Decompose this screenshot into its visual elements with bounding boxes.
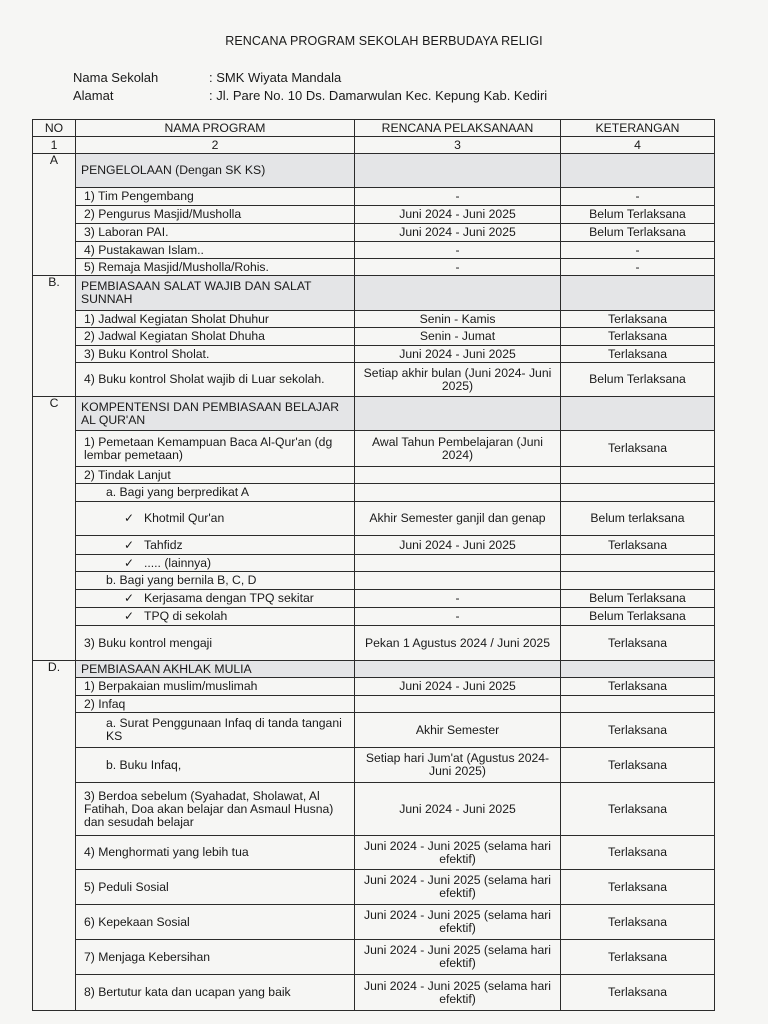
- plan-cell: [355, 154, 561, 188]
- table-row: [33, 188, 715, 206]
- table-row: [33, 713, 715, 748]
- table-row: [33, 242, 715, 259]
- plan-cell: Senin - Kamis: [355, 311, 561, 328]
- note-cell: [561, 154, 715, 188]
- note-cell: [561, 661, 715, 678]
- section-row: [33, 397, 715, 431]
- program-cell: [76, 224, 355, 242]
- program-cell: [76, 467, 355, 484]
- table-row: [33, 431, 715, 467]
- note-cell: [561, 484, 715, 502]
- program-cell: [76, 940, 355, 975]
- table-row: [33, 259, 715, 276]
- note-cell: Terlaksana: [561, 678, 715, 696]
- checkmark-icon: ✓: [124, 511, 135, 525]
- plan-cell: Akhir Semester: [355, 713, 561, 748]
- note-cell: Terlaksana: [561, 783, 715, 836]
- plan-cell: [355, 276, 561, 311]
- checkmark-icon: ✓: [124, 591, 135, 605]
- plan-cell: [355, 484, 561, 502]
- program-cell: [76, 678, 355, 696]
- table-row: [33, 363, 715, 397]
- note-cell: Terlaksana: [561, 328, 715, 346]
- program-label: 5) Peduli Sosial: [84, 879, 169, 894]
- note-cell: Terlaksana: [561, 311, 715, 328]
- numbering-cell: 2: [76, 137, 355, 154]
- section-title: PEMBIASAAN SALAT WAJIB DAN SALAT SUNNAH: [76, 276, 355, 311]
- plan-cell: Juni 2024 - Juni 2025: [355, 536, 561, 555]
- table-row: [33, 975, 715, 1011]
- program-label: 3) Buku kontrol mengaji: [84, 635, 213, 650]
- plan-cell: Juni 2024 - Juni 2025: [355, 206, 561, 224]
- note-cell: Terlaksana: [561, 431, 715, 467]
- note-cell: Belum terlaksana: [561, 502, 715, 536]
- document-title: RENCANA PROGRAM SEKOLAH BERBUDAYA RELIGI: [225, 34, 543, 48]
- school-name-line: [73, 70, 341, 85]
- plan-cell: Awal Tahun Pembelajaran (Juni 2024): [355, 431, 561, 467]
- note-cell: Terlaksana: [561, 713, 715, 748]
- program-label: b. Bagi yang bernila B, C, D: [106, 573, 257, 587]
- header-program: NAMA PROGRAM: [76, 120, 355, 137]
- program-cell: [76, 311, 355, 328]
- table-row: [33, 905, 715, 940]
- note-cell: -: [561, 242, 715, 259]
- table-row: [33, 696, 715, 713]
- header-no: NO: [33, 120, 76, 137]
- section-row: [33, 276, 715, 311]
- section-row: [33, 154, 715, 188]
- program-cell: [76, 555, 355, 572]
- program-label: 2) Pengurus Masjid/Musholla: [84, 207, 242, 221]
- program-label: ..... (lainnya): [144, 555, 212, 570]
- program-cell: [76, 836, 355, 870]
- plan-cell: Juni 2024 - Juni 2025 (selama hari efektif): [355, 940, 561, 975]
- program-label: 1) Tim Pengembang: [84, 189, 194, 203]
- plan-cell: Juni 2024 - Juni 2025 (selama hari efektif): [355, 870, 561, 905]
- note-cell: -: [561, 188, 715, 206]
- program-cell: [76, 713, 355, 748]
- plan-cell: [355, 397, 561, 431]
- plan-cell: -: [355, 242, 561, 259]
- plan-cell: Juni 2024 - Juni 2025 (selama hari efektif): [355, 836, 561, 870]
- note-cell: [561, 467, 715, 484]
- checkmark-icon: ✓: [124, 537, 135, 552]
- program-cell: [76, 242, 355, 259]
- program-label: 1) Berpakaian muslim/muslimah: [84, 679, 258, 693]
- table-header-row: [33, 120, 715, 137]
- program-label: 2) Jadwal Kegiatan Sholat Dhuha: [84, 329, 265, 343]
- note-cell: [561, 555, 715, 572]
- section-number: A: [33, 154, 76, 276]
- table-row: [33, 206, 715, 224]
- program-cell: [76, 328, 355, 346]
- plan-cell: [355, 555, 561, 572]
- table-row: [33, 328, 715, 346]
- plan-cell: Juni 2024 - Juni 2025 (selama hari efektif): [355, 905, 561, 940]
- table-body: [33, 154, 715, 1011]
- numbering-cell: 1: [33, 137, 76, 154]
- note-cell: Belum Terlaksana: [561, 206, 715, 224]
- plan-cell: [355, 572, 561, 590]
- program-label: 8) Bertutur kata dan ucapan yang baik: [84, 985, 291, 999]
- note-cell: [561, 572, 715, 590]
- note-cell: [561, 696, 715, 713]
- school-name-value: : SMK Wiyata Mandala: [209, 70, 342, 85]
- table-row: [33, 555, 715, 572]
- program-cell: [76, 363, 355, 397]
- program-label: 3) Berdoa sebelum (Syahadat, Sholawat, Al Fatihah, Doa akan belajar dan Asmaul Husna) dan sesudah belajar: [84, 788, 334, 829]
- program-cell: [76, 259, 355, 276]
- program-label: 1) Jadwal Kegiatan Sholat Dhuhur: [84, 311, 269, 326]
- note-cell: Belum Terlaksana: [561, 608, 715, 626]
- plan-cell: Senin - Jumat: [355, 328, 561, 346]
- table-row: [33, 346, 715, 363]
- program-label: 2) Infaq: [84, 696, 126, 711]
- program-label: a. Bagi yang berpredikat A: [106, 485, 249, 499]
- table-row: [33, 502, 715, 536]
- plan-cell: Pekan 1 Agustus 2024 / Juni 2025: [355, 626, 561, 661]
- section-title: PEMBIASAAN AKHLAK MULIA: [76, 661, 355, 678]
- plan-cell: Juni 2024 - Juni 2025 (selama hari efektif): [355, 975, 561, 1011]
- checkmark-icon: ✓: [124, 555, 135, 570]
- plan-cell: Akhir Semester ganjil dan genap: [355, 502, 561, 536]
- plan-cell: Juni 2024 - Juni 2025: [355, 783, 561, 836]
- program-cell: [76, 608, 355, 626]
- table-row: [33, 678, 715, 696]
- header-plan: RENCANA PELAKSANAAN: [355, 120, 561, 137]
- program-cell: [76, 536, 355, 555]
- plan-cell: -: [355, 608, 561, 626]
- plan-cell: [355, 696, 561, 713]
- program-cell: [76, 188, 355, 206]
- program-cell: [76, 975, 355, 1011]
- plan-cell: -: [355, 188, 561, 206]
- section-number: B.: [33, 276, 76, 397]
- header-note: KETERANGAN: [561, 120, 715, 137]
- plan-cell: Juni 2024 - Juni 2025: [355, 224, 561, 242]
- section-title: KOMPENTENSI DAN PEMBIASAAN BELAJAR AL QUR'AN: [76, 397, 355, 431]
- plan-cell: [355, 661, 561, 678]
- table-row: [33, 940, 715, 975]
- table-row: [33, 311, 715, 328]
- note-cell: Terlaksana: [561, 905, 715, 940]
- program-label: 4) Menghormati yang lebih tua: [84, 845, 249, 859]
- table-row: [33, 748, 715, 783]
- table-row: [33, 536, 715, 555]
- note-cell: Terlaksana: [561, 748, 715, 783]
- school-name-label: Nama Sekolah: [73, 70, 159, 85]
- note-cell: Terlaksana: [561, 536, 715, 555]
- note-cell: -: [561, 259, 715, 276]
- note-cell: Belum Terlaksana: [561, 224, 715, 242]
- section-title: PENGELOLAAN (Dengan SK KS): [76, 154, 355, 188]
- table-row: [33, 572, 715, 590]
- program-label: Tahfidz: [144, 537, 183, 552]
- program-cell: [76, 431, 355, 467]
- program-cell: [76, 572, 355, 590]
- plan-cell: [355, 467, 561, 484]
- table-row: [33, 467, 715, 484]
- table-row: [33, 608, 715, 626]
- program-cell: [76, 206, 355, 224]
- section-row: [33, 661, 715, 678]
- table-row: [33, 484, 715, 502]
- numbering-cell: 4: [561, 137, 715, 154]
- program-label: TPQ di sekolah: [144, 609, 228, 623]
- plan-cell: Setiap akhir bulan (Juni 2024- Juni 2025): [355, 363, 561, 397]
- program-label: 1) Pemetaan Kemampuan Baca Al-Qur'an (dg lembar pemetaan): [84, 434, 333, 462]
- program-cell: [76, 590, 355, 608]
- plan-cell: Juni 2024 - Juni 2025: [355, 346, 561, 363]
- checkmark-icon: ✓: [124, 609, 135, 623]
- note-cell: Belum Terlaksana: [561, 363, 715, 397]
- note-cell: Terlaksana: [561, 940, 715, 975]
- program-cell: [76, 748, 355, 783]
- note-cell: Terlaksana: [561, 836, 715, 870]
- note-cell: Terlaksana: [561, 626, 715, 661]
- plan-cell: -: [355, 259, 561, 276]
- program-cell: [76, 502, 355, 536]
- note-cell: Terlaksana: [561, 346, 715, 363]
- table-row: [33, 870, 715, 905]
- table-row: [33, 836, 715, 870]
- section-number: C: [33, 397, 76, 661]
- program-cell: [76, 870, 355, 905]
- note-cell: Terlaksana: [561, 975, 715, 1011]
- program-label: 4) Buku kontrol Sholat wajib di Luar sekolah.: [84, 372, 325, 386]
- address-label: Alamat: [73, 88, 114, 103]
- program-label: a. Surat Penggunaan Infaq di tanda tangani KS: [106, 716, 342, 743]
- table-row: [33, 783, 715, 836]
- program-cell: [76, 484, 355, 502]
- table-row: [33, 590, 715, 608]
- address-line: [73, 88, 547, 103]
- program-label: 7) Menjaga Kebersihan: [84, 949, 211, 964]
- program-label: 3) Laboran PAI.: [84, 225, 169, 239]
- program-cell: [76, 346, 355, 363]
- table-row: [33, 224, 715, 242]
- numbering-cell: 3: [355, 137, 561, 154]
- program-label: b. Buku Infaq,: [106, 757, 182, 772]
- table-row: [33, 626, 715, 661]
- program-label: 3) Buku Kontrol Sholat.: [84, 346, 210, 361]
- note-cell: Terlaksana: [561, 870, 715, 905]
- note-cell: [561, 276, 715, 311]
- program-label: 5) Remaja Masjid/Musholla/Rohis.: [84, 259, 269, 274]
- program-label: Khotmil Qur'an: [144, 511, 225, 525]
- program-label: Kerjasama dengan TPQ sekitar: [144, 591, 314, 605]
- plan-cell: Setiap hari Jum'at (Agustus 2024-Juni 2025): [355, 748, 561, 783]
- address-value: : Jl. Pare No. 10 Ds. Damarwulan Kec. Kepung Kab. Kediri: [209, 88, 548, 103]
- plan-cell: -: [355, 590, 561, 608]
- table-numbering-row: [33, 137, 715, 154]
- section-number: D.: [33, 661, 76, 1011]
- note-cell: Belum Terlaksana: [561, 590, 715, 608]
- program-label: 2) Tindak Lanjut: [84, 467, 171, 482]
- program-cell: [76, 696, 355, 713]
- program-cell: [76, 905, 355, 940]
- program-label: 4) Pustakawan Islam..: [84, 242, 204, 257]
- plan-cell: Juni 2024 - Juni 2025: [355, 678, 561, 696]
- program-cell: [76, 626, 355, 661]
- program-cell: [76, 783, 355, 836]
- program-table: [32, 119, 715, 1011]
- program-label: 6) Kepekaan Sosial: [84, 914, 190, 929]
- note-cell: [561, 397, 715, 431]
